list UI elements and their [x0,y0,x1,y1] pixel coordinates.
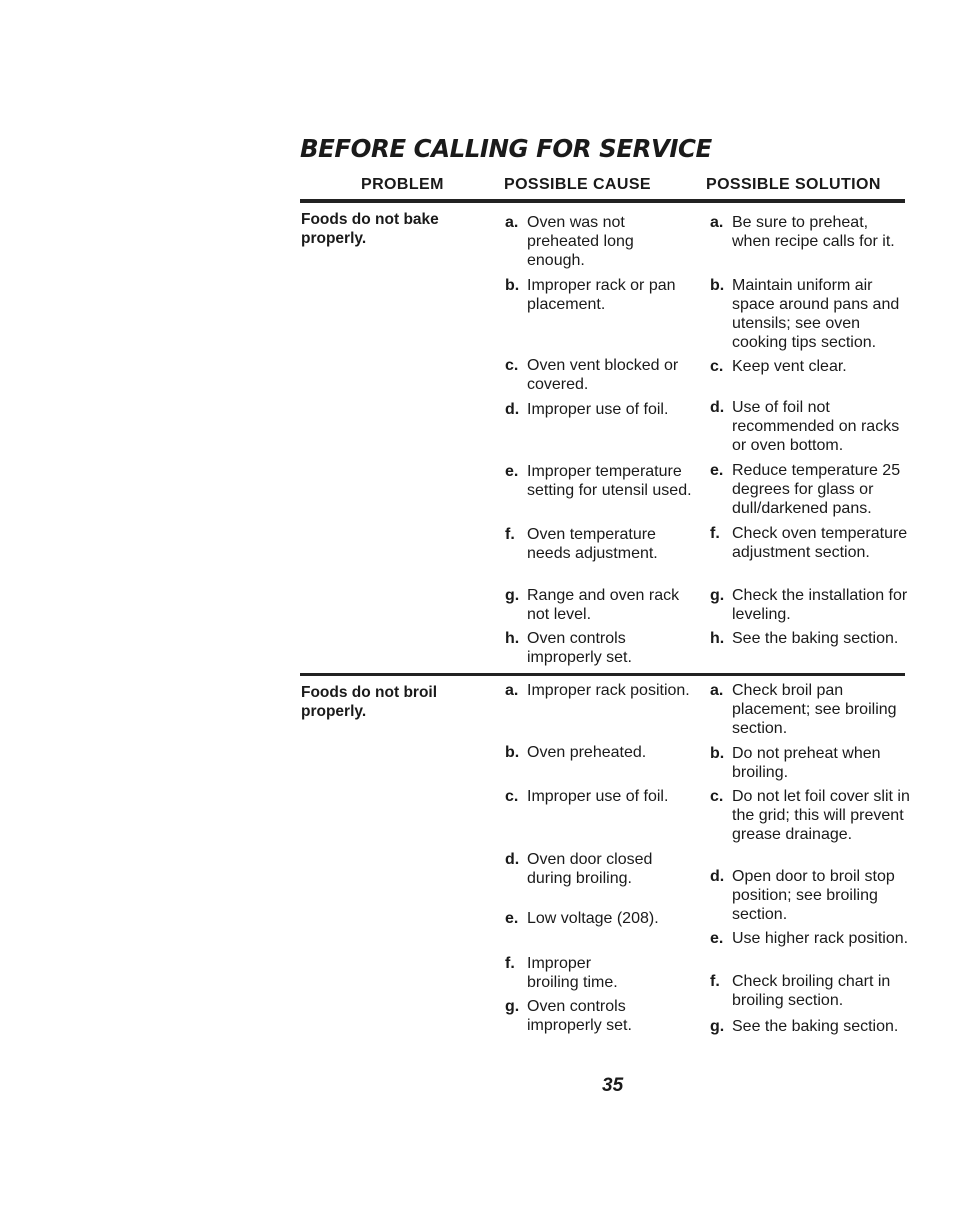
item-letter: b. [505,277,520,294]
item-text: Oven preheated. [527,744,647,761]
item-text: Do not let foil cover slit in the grid; this will prevent grease drainage. [732,788,910,843]
solution-item [710,398,910,455]
problem-bake: Foods do not bake properly. [301,211,439,247]
item-text: Oven door closed during broiling. [527,851,653,887]
page-title: BEFORE CALLING FOR SERVICE [300,134,712,163]
solution-item [710,586,910,624]
item-text: Use higher rack position. [732,930,909,947]
item-text: Check oven temperature adjustment section. [732,525,908,561]
item-text: Maintain uniform air space around pans and utensils; see oven cooking tips section. [732,277,900,351]
solution-item [710,867,910,924]
item-letter: h. [710,630,725,647]
column-header-cause: POSSIBLE CAUSE [504,176,651,193]
item-letter: d. [505,401,520,418]
cause-item [505,400,695,419]
item-text: Keep vent clear. [732,358,847,375]
item-letter: c. [710,788,724,805]
item-letter: g. [710,1018,725,1035]
cause-item [505,276,695,314]
item-text: Reduce temperature 25 degrees for glass or dull/darkened pans. [732,462,901,517]
solution-item [710,1017,910,1036]
item-text: Improper rack position. [527,682,690,699]
item-text: Improper temperature setting for utensil used. [527,463,692,499]
item-letter: c. [710,358,724,375]
cause-item [505,909,695,928]
item-text: Check broil pan placement; see broiling section. [732,682,897,737]
column-header-problem: PROBLEM [361,176,444,193]
solution-item [710,524,910,562]
item-letter: e. [710,930,724,947]
item-letter: d. [710,868,725,885]
item-text: Improper use of foil. [527,401,669,418]
item-letter: h. [505,630,520,647]
solution-item [710,461,910,518]
solution-item [710,213,910,251]
item-text: Oven temperature needs adjustment. [527,526,658,562]
item-text: Improper broiling time. [527,955,618,991]
item-letter: e. [710,462,724,479]
item-letter: b. [710,277,725,294]
cause-item [505,586,695,624]
item-letter: f. [710,525,720,542]
item-letter: a. [710,682,724,699]
solution-item [710,744,910,782]
item-letter: g. [505,587,520,604]
cause-item [505,787,695,806]
item-letter: f. [710,973,720,990]
section-rule [300,673,905,676]
solution-item [710,972,910,1010]
item-text: Oven vent blocked or covered. [527,357,679,393]
item-text: Open door to broil stop position; see broiling section. [732,868,895,923]
cause-item [505,213,695,270]
item-letter: g. [505,998,520,1015]
item-text: Be sure to preheat, when recipe calls for it. [732,214,895,250]
item-letter: b. [505,744,520,761]
item-letter: e. [505,910,519,927]
column-header-solution: POSSIBLE SOLUTION [706,176,881,193]
item-text: Improper rack or pan placement. [527,277,676,313]
cause-item [505,681,695,700]
item-letter: f. [505,526,515,543]
item-letter: e. [505,463,519,480]
problem-broil: Foods do not broil properly. [301,684,438,720]
solution-item [710,929,910,948]
item-letter: c. [505,357,519,374]
item-text: See the baking section. [732,1018,899,1035]
cause-item [505,954,635,992]
solution-item [710,681,910,738]
page-number: 35 [602,1075,624,1096]
item-text: Oven controls improperly set. [527,630,632,666]
header-rule [300,199,905,203]
cause-item [505,462,695,500]
item-letter: c. [505,788,519,805]
item-text: Range and oven rack not level. [527,587,680,623]
item-text: Oven controls improperly set. [527,998,632,1034]
item-letter: d. [710,399,725,416]
item-text: Check the installation for leveling. [732,587,908,623]
item-letter: a. [505,214,519,231]
item-text: Check broiling chart in broiling section. [732,973,891,1009]
item-letter: b. [710,745,725,762]
item-text: See the baking section. [732,630,899,647]
item-text: Use of foil not recommended on racks or oven bottom. [732,399,900,454]
solution-item [710,357,910,376]
cause-item [505,525,695,563]
cause-item [505,997,695,1035]
item-text: Improper use of foil. [527,788,669,805]
item-letter: d. [505,851,520,868]
item-letter: a. [505,682,519,699]
item-letter: f. [505,955,515,972]
item-text: Do not preheat when broiling. [732,745,881,781]
cause-item [505,629,695,667]
solution-item [710,276,910,352]
item-text: Oven was not preheated long enough. [527,214,634,269]
solution-item [710,629,910,648]
solution-item [710,787,910,844]
cause-item [505,850,695,888]
item-text: Low voltage (208). [527,910,659,927]
cause-item [505,356,695,394]
item-letter: a. [710,214,724,231]
cause-item [505,743,695,762]
item-letter: g. [710,587,725,604]
